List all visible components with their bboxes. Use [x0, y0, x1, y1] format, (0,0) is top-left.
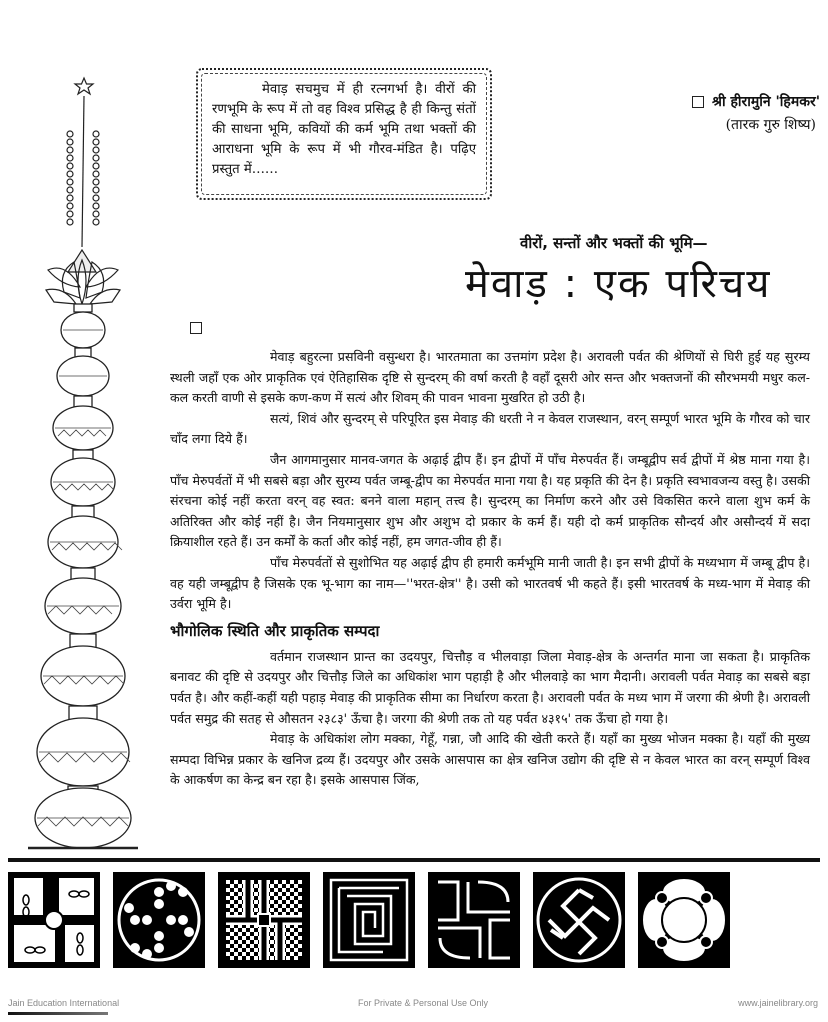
square-bullet-icon: [692, 96, 704, 108]
bead-chain-left: [67, 131, 73, 225]
author-name: श्री हीरामुनि 'हिमकर': [712, 94, 820, 110]
intro-text: मेवाड़ सचमुच में ही रत्नगर्भा है। वीरों की रणभूमि के रूप में तो वह विश्व प्रसिद्ध है ही किन्तु संतों की साधना भूमि, कवियों की कर्म भूमि तथा भक्तों की आराधना भूमि के रूप में भी गौरव-मंडित है। पढ़िए प्रस्तुत में……: [212, 82, 476, 177]
lotus-circle-tile-icon: [638, 872, 730, 968]
paragraph: सत्यं, शिवं और सुन्दरम् से परिपूरित इस मेवाड़ की धरती ने न केवल राजस्थान, वरन् सम्पूर्ण भारत भूमि के गौरव को चार चाँद लगा दिये हैं।: [170, 410, 810, 447]
bead-chain-right: [93, 131, 99, 225]
paragraph: मेवाड़ के अधिकांश लोग मक्का, गेहूँ, गन्ना, जौ आदि की खेती करते हैं। यहाँ का मुख्य भोजन मक्का है। यहाँ की मुख्य सम्पदा विभिन्न प्रकार के खनिज द्रव्य हैं। उदयपुर और उसके आसपास का क्षेत्र खनिज उद्योग की दृष्टि से न केवल भारत का वरन् सम्पूर्ण विश्व के आकर्षण का केन्द्र बन रहा है। इसके आसपास जिंक,: [170, 731, 810, 788]
swastika-curved-tile-icon: [428, 872, 520, 968]
paragraph: जैन आगमानुसार मानव-जगत के अढ़ाई द्वीप हैं। इन द्वीपों में पाँच मेरुपर्वत हैं। जम्बूद्वीप सर्व द्वीपों में श्रेष्ठ माना गया है। पाँच मेरुपर्वतों में भी सबसे बड़ा और सुरम्य पर्वत जम्बू-द्वीप का मेरुपर्वत माना गया है। यह प्रकृति की देन है। प्रकृति स्वभावजन्य वस्तु है। उसकी संरचना कोई नहीं करता वरन् वह स्वत: बनने वाला महान् तत्त्व है। सुन्दरम् का निर्माण करने और उसे विकसित करने वाला शुभ कर्म के अतिरिक्त और कोई नहीं है। जैन नियमानुसार शुभ और अशुभ दो प्रकार के कर्म हैं। यही दो कर्म प्राकृतिक सौन्दर्य और असौन्दर्य में सदा क्रियाशील रहते हैं। उन कर्मों के कर्ता और कोई नहीं, हम जगत-जीव ही हैं।: [170, 451, 810, 550]
kalash-pillar-illustration: [18, 72, 158, 852]
paragraph: वर्तमान राजस्थान प्रान्त का उदयपुर, चित्तौड़ व भीलवाड़ा जिला मेवाड़-क्षेत्र के अन्तर्गत माना जा सकता है। प्राकृतिक बनावट की दृष्टि से उदयपुर और चित्तौड़ जिले का अधिकांश भाग पहाड़ी है और भीलवाड़े का भाग मैदानी। अरावली पर्वत मेवाड़ का सबसे बड़ा पर्वत है। और कहीं-कहीं यही पहाड़ मेवाड़ की प्राकृतिक सीमा का निर्धारण करता है। अरावली पर्वत के मध्य भाग में जरगा की श्रेणी है। अरावली पर्वत समुद्र की सतह से औसतन २३८३' ऊँचा है। जरगा की श्रेणी तक तो यह पर्वत ४३१५' तक ऊँचा हो गया है।: [170, 648, 810, 726]
star-icon: [75, 78, 93, 94]
decorative-tile-strip: [8, 872, 820, 972]
swastika-circle-tile-icon: [533, 872, 625, 968]
footer-website-link[interactable]: www.jainelibrary.org: [738, 998, 818, 1008]
paragraph: पाँच मेरुपर्वतों से सुशोभित यह अढ़ाई द्वीप ही हमारी कर्मभूमि मानी जाती है। इन सभी द्वीपों के मध्यभाग में जम्बू द्वीप है। वह यही जम्बूद्वीप है जिसके एक भू-भाग का नाम—''भरत-क्षेत्र'' है। उसी को भारतवर्ष भी कहते हैं। इसी भारतवर्ष के मध्य-भाग में मेवाड़ की उर्वरा भूमि है।: [170, 554, 810, 612]
page-footer: [0, 998, 828, 1012]
swastika-circles-tile-icon: [113, 872, 205, 968]
square-bullet-icon: [190, 322, 202, 334]
section-heading: भौगोलिक स्थिति और प्राकृतिक सम्पदा: [170, 621, 380, 640]
footer-bar: [8, 1012, 108, 1015]
author-subtitle: (तारक गुरु शिष्य): [725, 117, 816, 133]
swastika-leaf-tile-icon: [8, 872, 100, 968]
intro-callout-box: [196, 68, 492, 200]
paragraph: मेवाड़ बहुरत्ना प्रसविनी वसुन्धरा है। भारतमाता का उत्तमांग प्रदेश है। अरावली पर्वत की श्रेणियों से घिरी हुई यह सुरम्य स्थली जहाँ एक ओर प्राकृतिक एवं ऐतिहासिक दृष्टि से सुन्दरम् की वर्षा करती है वहाँ दूसरी ओर सन्त और भक्तजनों की सौरभमयी मधुर कल-कल करती वाणी से इसके कण-कण में सत्यं और शिवम् की पावन भावना मुखरित हो उठी है।: [170, 349, 810, 406]
article-title: मेवाड़ : एक परिचय: [465, 261, 772, 307]
divider-rule: [8, 858, 820, 862]
footer-usage-notice: For Private & Personal Use Only: [358, 998, 489, 1008]
article-kicker: वीरों, सन्तों और भक्तों की भूमि—: [520, 234, 708, 252]
article-body: [170, 347, 810, 791]
author-block: [620, 92, 820, 134]
footer-publisher: Jain Education International: [8, 998, 120, 1008]
swastika-checker-tile-icon: [218, 872, 310, 968]
swastika-maze-tile-icon: [323, 872, 415, 968]
